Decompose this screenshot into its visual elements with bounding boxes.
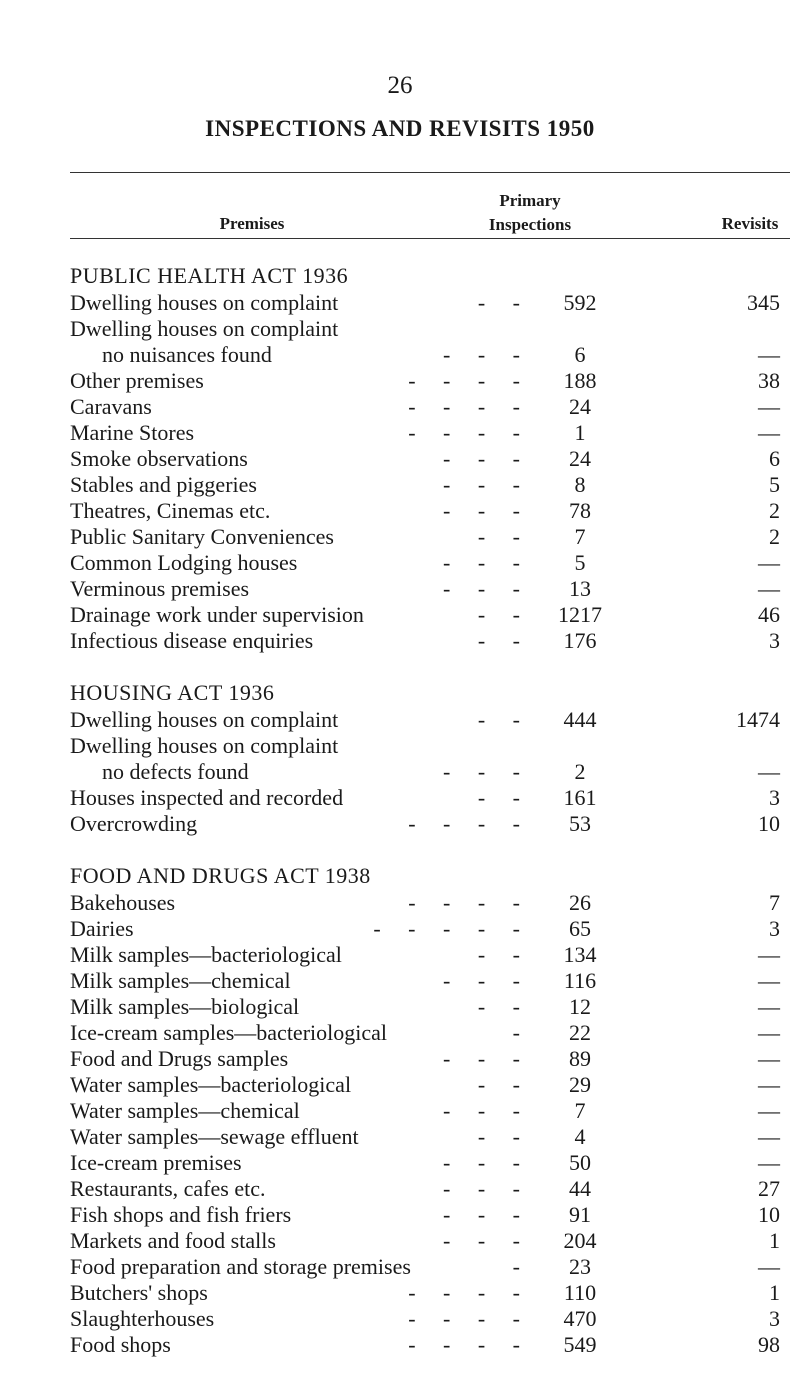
row-leader-dashes: - - - <box>443 1150 520 1175</box>
primary-inspections-value: 8 <box>574 472 586 497</box>
revisits-value: 1 <box>769 1228 780 1253</box>
primary-inspections-value: 23 <box>569 1254 591 1279</box>
table-row <box>70 368 800 394</box>
row-leader-dashes: - - <box>477 524 520 549</box>
row-label: Public Sanitary Conveniences <box>70 524 334 549</box>
table-row <box>70 576 800 602</box>
primary-inspections-value: 29 <box>569 1072 591 1097</box>
column-header-premises: Premises <box>219 214 285 233</box>
row-label: Drainage work under supervision <box>70 602 364 627</box>
revisits-value: 98 <box>758 1332 780 1357</box>
table-row <box>70 1150 800 1176</box>
primary-inspections-value: 65 <box>569 916 591 941</box>
revisits-value: 1 <box>769 1280 780 1305</box>
revisits-value: — <box>758 1020 780 1045</box>
row-label: Food preparation and storage premises <box>70 1254 411 1279</box>
primary-inspections-value: 444 <box>563 707 597 732</box>
primary-inspections-value: 110 <box>563 1280 597 1305</box>
row-label: Milk samples—bacteriological <box>70 942 342 967</box>
row-label: Caravans <box>70 394 152 419</box>
row-leader-dashes: - - - <box>443 1176 520 1201</box>
primary-inspections-value: 5 <box>574 550 586 575</box>
primary-inspections-value: 78 <box>569 498 591 523</box>
row-leader-dashes: - - - <box>443 1228 520 1253</box>
table-row <box>70 1332 800 1358</box>
row-label: Markets and food stalls <box>70 1228 276 1253</box>
primary-inspections-value: 91 <box>569 1202 591 1227</box>
column-header-revisits: Revisits <box>721 214 779 233</box>
primary-inspections-value: 161 <box>563 785 597 810</box>
table-row <box>70 316 800 342</box>
revisits-value: 3 <box>769 628 780 653</box>
table-row <box>70 628 800 654</box>
revisits-value: — <box>758 576 780 601</box>
section-title: PUBLIC HEALTH ACT 1936 <box>70 263 349 288</box>
row-label: Slaughterhouses <box>70 1306 215 1331</box>
primary-inspections-value: 592 <box>563 290 597 315</box>
row-label: no defects found <box>102 759 249 784</box>
row-label: Dwelling houses on complaint <box>70 733 339 758</box>
revisits-value: — <box>758 994 780 1019</box>
table-row <box>70 890 800 916</box>
inspections-table <box>70 262 800 1383</box>
primary-inspections-value: 204 <box>563 1228 597 1253</box>
row-leader-dashes: - - - - <box>408 1332 520 1357</box>
row-leader-dashes: - - - <box>443 472 520 497</box>
revisits-value: — <box>758 394 780 419</box>
row-leader-dashes: - - <box>477 942 520 967</box>
header-bottom-rule <box>70 238 790 239</box>
primary-inspections-value: 26 <box>569 890 591 915</box>
primary-inspections-value: 7 <box>574 1098 586 1123</box>
revisits-value: 10 <box>758 811 780 836</box>
row-label: Restaurants, cafes etc. <box>70 1176 266 1201</box>
table-row <box>70 759 800 785</box>
table-row <box>70 524 800 550</box>
table-row <box>70 785 800 811</box>
revisits-value: 3 <box>769 1306 780 1331</box>
table-row <box>70 994 800 1020</box>
row-label: Marine Stores <box>70 420 195 445</box>
row-label: Smoke observations <box>70 446 248 471</box>
revisits-value: 10 <box>758 1202 780 1227</box>
primary-inspections-value: 13 <box>569 576 591 601</box>
row-label: no nuisances found <box>102 342 272 367</box>
table-row <box>70 811 800 837</box>
table-row <box>70 1124 800 1150</box>
row-leader-dashes: - - - <box>443 759 520 784</box>
row-label: Bakehouses <box>70 890 176 915</box>
table-row <box>70 968 800 994</box>
row-leader-dashes: - - - <box>443 446 520 471</box>
revisits-value: — <box>758 942 780 967</box>
section-food-and-drugs-act-1938 <box>70 862 800 1358</box>
primary-inspections-value: 134 <box>563 942 597 967</box>
table-row <box>70 1020 800 1046</box>
table-row <box>70 942 800 968</box>
revisits-value: — <box>758 342 780 367</box>
primary-inspections-value: 7 <box>574 524 586 549</box>
table-row <box>70 290 800 316</box>
row-leader-dashes: - - - - <box>408 890 520 915</box>
revisits-value: 5 <box>769 472 780 497</box>
table-row <box>70 446 800 472</box>
table-row <box>70 1306 800 1332</box>
section-housing-act-1936 <box>70 679 800 837</box>
page-number: 26 <box>387 72 413 99</box>
primary-inspections-value: 22 <box>569 1020 591 1045</box>
row-leader-dashes: - - <box>477 707 520 732</box>
revisits-value: 345 <box>747 290 780 315</box>
row-label: Common Lodging houses <box>70 550 298 575</box>
row-label: Milk samples—chemical <box>70 968 291 993</box>
row-label: Dwelling houses on complaint <box>70 707 339 732</box>
table-row <box>70 1176 800 1202</box>
row-leader-dashes: - <box>512 1254 520 1279</box>
row-label: Dwelling houses on complaint <box>70 316 339 341</box>
primary-inspections-value: 12 <box>569 994 591 1019</box>
row-leader-dashes: - - <box>477 628 520 653</box>
row-label: Water samples—chemical <box>70 1098 300 1123</box>
table-row <box>70 342 800 368</box>
primary-inspections-value: 44 <box>569 1176 591 1201</box>
row-leader-dashes: - - <box>477 785 520 810</box>
row-leader-dashes: - - - - <box>408 368 520 393</box>
primary-inspections-value: 2 <box>574 759 586 784</box>
row-label: Fish shops and fish friers <box>70 1202 292 1227</box>
primary-inspections-value: 6 <box>574 342 586 367</box>
revisits-value: — <box>758 1072 780 1097</box>
primary-inspections-value: 50 <box>569 1150 591 1175</box>
revisits-value: — <box>758 420 780 445</box>
revisits-value: — <box>758 1046 780 1071</box>
row-leader-dashes: - - - <box>443 968 520 993</box>
revisits-value: — <box>758 1124 780 1149</box>
row-label: Houses inspected and recorded <box>70 785 344 810</box>
row-label: Food and Drugs samples <box>70 1046 289 1071</box>
header-top-rule <box>70 172 790 173</box>
primary-inspections-value: 1 <box>574 420 586 445</box>
row-leader-dashes: - - - - <box>408 420 520 445</box>
revisits-value: 1474 <box>736 707 780 732</box>
revisits-value: 3 <box>769 916 780 941</box>
table-row <box>70 1072 800 1098</box>
table-row <box>70 707 800 733</box>
row-label: Other premises <box>70 368 204 393</box>
revisits-value: 3 <box>769 785 780 810</box>
primary-inspections-value: 4 <box>574 1124 586 1149</box>
table-row <box>70 394 800 420</box>
table-row <box>70 1228 800 1254</box>
row-label: Ice-cream premises <box>70 1150 242 1175</box>
revisits-value: 7 <box>769 890 780 915</box>
primary-inspections-value: 24 <box>569 446 591 471</box>
revisits-value: — <box>758 968 780 993</box>
row-label: Milk samples—biological <box>70 994 300 1019</box>
row-leader-dashes: - - - - <box>408 1280 520 1305</box>
row-leader-dashes: - - <box>477 602 520 627</box>
table-row <box>70 550 800 576</box>
primary-inspections-value: 24 <box>569 394 591 419</box>
row-leader-dashes: - <box>512 1020 520 1045</box>
primary-inspections-value: 53 <box>569 811 591 836</box>
primary-inspections-value: 116 <box>563 968 597 993</box>
row-label: Theatres, Cinemas etc. <box>70 498 271 523</box>
row-label: Water samples—sewage effluent <box>70 1124 359 1149</box>
row-label: Food shops <box>70 1332 171 1357</box>
row-leader-dashes: - - - - <box>408 394 520 419</box>
table-row <box>70 420 800 446</box>
row-leader-dashes: - - - <box>443 498 520 523</box>
revisits-value: 2 <box>769 498 780 523</box>
row-label: Verminous premises <box>70 576 250 601</box>
row-leader-dashes: - - <box>477 1072 520 1097</box>
section-public-health-act-1936 <box>70 262 800 654</box>
revisits-value: 2 <box>769 524 780 549</box>
revisits-value: 46 <box>758 602 780 627</box>
revisits-value: — <box>758 1150 780 1175</box>
revisits-value: 6 <box>769 446 780 471</box>
table-row <box>70 1254 800 1280</box>
primary-inspections-value: 549 <box>563 1332 597 1357</box>
row-label: Dwelling houses on complaint <box>70 290 339 315</box>
table-row <box>70 472 800 498</box>
row-label: Dairies <box>70 916 134 941</box>
revisits-value: — <box>758 1098 780 1123</box>
table-row <box>70 916 800 942</box>
table-row <box>70 1098 800 1124</box>
row-leader-dashes: - - - <box>443 1098 520 1123</box>
revisits-value: 38 <box>758 368 780 393</box>
revisits-value: — <box>758 550 780 575</box>
row-label: Stables and piggeries <box>70 472 257 497</box>
revisits-value: — <box>758 1254 780 1279</box>
row-leader-dashes: - - <box>477 994 520 1019</box>
row-leader-dashes: - - - <box>443 576 520 601</box>
row-leader-dashes: - - - - - <box>373 916 520 941</box>
primary-inspections-value: 176 <box>563 628 597 653</box>
column-header-primary-inspections: Primary Inspections <box>488 191 572 234</box>
row-leader-dashes: - - - <box>443 550 520 575</box>
row-leader-dashes: - - <box>477 290 520 315</box>
row-leader-dashes: - - - <box>443 1202 520 1227</box>
table-row <box>70 733 800 759</box>
row-leader-dashes: - - - <box>443 1046 520 1071</box>
row-leader-dashes: - - <box>477 1124 520 1149</box>
row-leader-dashes: - - - - <box>408 811 520 836</box>
row-label: Butchers' shops <box>70 1280 208 1305</box>
row-leader-dashes: - - - <box>443 342 520 367</box>
section-title: FOOD AND DRUGS ACT 1938 <box>70 863 371 888</box>
primary-inspections-value: 470 <box>563 1306 597 1331</box>
table-row <box>70 498 800 524</box>
row-label: Water samples—bacteriological <box>70 1072 352 1097</box>
table-row <box>70 1280 800 1306</box>
table-row <box>70 1202 800 1228</box>
page-title: INSPECTIONS AND REVISITS 1950 <box>205 116 595 141</box>
section-title: HOUSING ACT 1936 <box>70 680 275 705</box>
primary-inspections-value: 188 <box>563 368 597 393</box>
table-row <box>70 602 800 628</box>
primary-inspections-value: 89 <box>569 1046 591 1071</box>
table-row <box>70 1046 800 1072</box>
row-label: Infectious disease enquiries <box>70 628 314 653</box>
row-leader-dashes: - - - - <box>408 1306 520 1331</box>
row-label: Ice-cream samples—bacteriological <box>70 1020 388 1045</box>
revisits-value: 27 <box>758 1176 780 1201</box>
row-label: Overcrowding <box>70 811 198 836</box>
revisits-value: — <box>758 759 780 784</box>
primary-inspections-value: 1217 <box>558 602 602 627</box>
